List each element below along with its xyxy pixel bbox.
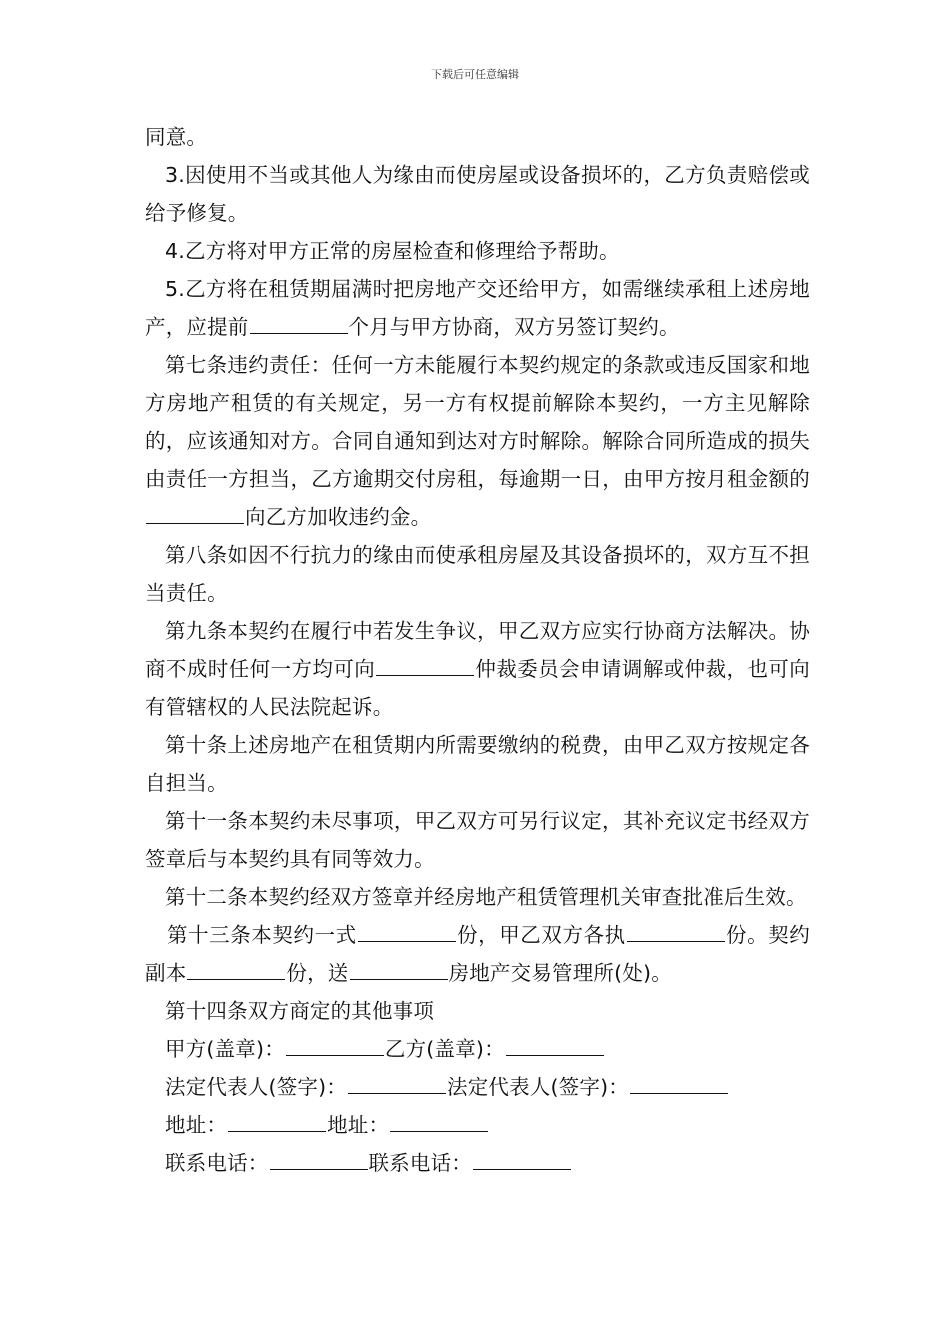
phone-b-label: 联系电话：	[368, 1151, 472, 1175]
article-9	[145, 612, 810, 726]
paragraph-text: 第七条违约责任：任何一方未能履行本契约规定的条款或违反国家和地方房地产租赁的有关规定，另一方有权提前解除本契约，一方主见解除的，应该通知对方。合同自通知到达对方时解除。解除合同所造成的损失由责任一方担当，乙方逾期交付房租，每逾期一日，由甲方按月租金额的	[145, 353, 810, 491]
address-a-blank[interactable]	[228, 1109, 326, 1132]
paragraph-text: 第十二条本契约经双方签章并经房地产租赁管理机关审查批准后生效。	[165, 885, 807, 909]
rep-a-label: 法定代表人(签字)：	[165, 1075, 347, 1099]
address-b-blank[interactable]	[390, 1109, 488, 1132]
rep-a-blank[interactable]	[348, 1071, 446, 1094]
paragraph-text: 第十四条双方商定的其他事项	[165, 999, 435, 1023]
party-a-seal-blank[interactable]	[286, 1033, 384, 1056]
signature-rep-line	[145, 1068, 810, 1106]
paragraph-text: 第八条如因不行抗力的缘由而使承租房屋及其设备损坏的，双方互不担当责任。	[145, 543, 810, 605]
paragraph-text: 第十三条本契约一式	[167, 923, 357, 947]
signature-address-line	[145, 1106, 810, 1144]
paragraph-text: 仲裁委员会申请调解或仲裁，也可向有管辖权的人民法院起诉。	[145, 657, 810, 719]
paragraph-text: 房地产交易管理所(处)。	[448, 961, 672, 985]
phone-a-label: 联系电话：	[165, 1151, 269, 1175]
article-7	[145, 346, 810, 536]
clause-item-5	[145, 270, 810, 346]
paragraph-text: 第十一条本契约未尽事项，甲乙双方可另行议定，其补充议定书经双方签章后与本契约具有同等效力。	[145, 809, 810, 871]
article-13	[145, 916, 810, 992]
paragraph-text: 5.乙方将在租赁期届满时把房地产交还给甲方，如需继续承租上述房地产，应提前	[145, 277, 810, 339]
party-b-seal-blank[interactable]	[506, 1033, 604, 1056]
article-10	[145, 726, 810, 802]
fill-blank[interactable]	[376, 653, 474, 676]
paragraph-text: 第九条本契约在履行中若发生争议，甲乙双方应实行协商方法解决。协商不成时任何一方均可向	[145, 619, 810, 681]
paragraph-text: 3.因使用不当或其他人为缘由而使房屋或设备损坏的，乙方负责赔偿或给予修复。	[145, 163, 810, 225]
fill-blank[interactable]	[187, 957, 285, 980]
paragraph-text: 4.乙方将对甲方正常的房屋检查和修理给予帮助。	[165, 239, 620, 263]
paragraph-text: 第十条上述房地产在租赁期内所需要缴纳的税费，由甲乙双方按规定各自担当。	[145, 733, 810, 795]
clause-item-4	[145, 232, 810, 270]
fill-blank[interactable]	[250, 311, 348, 334]
address-b-label: 地址：	[327, 1113, 390, 1137]
paragraph-continued	[145, 118, 810, 156]
paragraph-text: 份，甲乙双方各执	[456, 923, 626, 947]
address-a-label: 地址：	[165, 1113, 228, 1137]
party-a-seal-label: 甲方(盖章)：	[165, 1037, 285, 1061]
signature-party-line	[145, 1030, 810, 1068]
signature-phone-line	[145, 1144, 810, 1182]
fill-blank[interactable]	[358, 919, 456, 942]
article-14	[145, 992, 810, 1030]
article-8	[145, 536, 810, 612]
paragraph-text: 向乙方加收违约金。	[245, 505, 432, 529]
paragraph-text: 同意。	[145, 125, 208, 149]
paragraph-text: 份。契约副本	[145, 923, 810, 985]
fill-blank[interactable]	[350, 957, 448, 980]
paragraph-text: 个月与甲方协商，双方另签订契约。	[348, 315, 680, 339]
article-12	[145, 878, 810, 916]
phone-a-blank[interactable]	[270, 1147, 368, 1170]
document-body	[145, 118, 810, 1182]
party-b-seal-label: 乙方(盖章)：	[384, 1037, 505, 1061]
phone-b-blank[interactable]	[473, 1147, 571, 1170]
paragraph-text: 份，送	[286, 961, 349, 985]
page-header: 下载后可任意编辑	[431, 68, 519, 81]
fill-blank[interactable]	[627, 919, 725, 942]
rep-b-label: 法定代表人(签字)：	[447, 1075, 629, 1099]
fill-blank[interactable]	[146, 501, 244, 524]
rep-b-blank[interactable]	[630, 1071, 728, 1094]
clause-item-3	[145, 156, 810, 232]
article-11	[145, 802, 810, 878]
